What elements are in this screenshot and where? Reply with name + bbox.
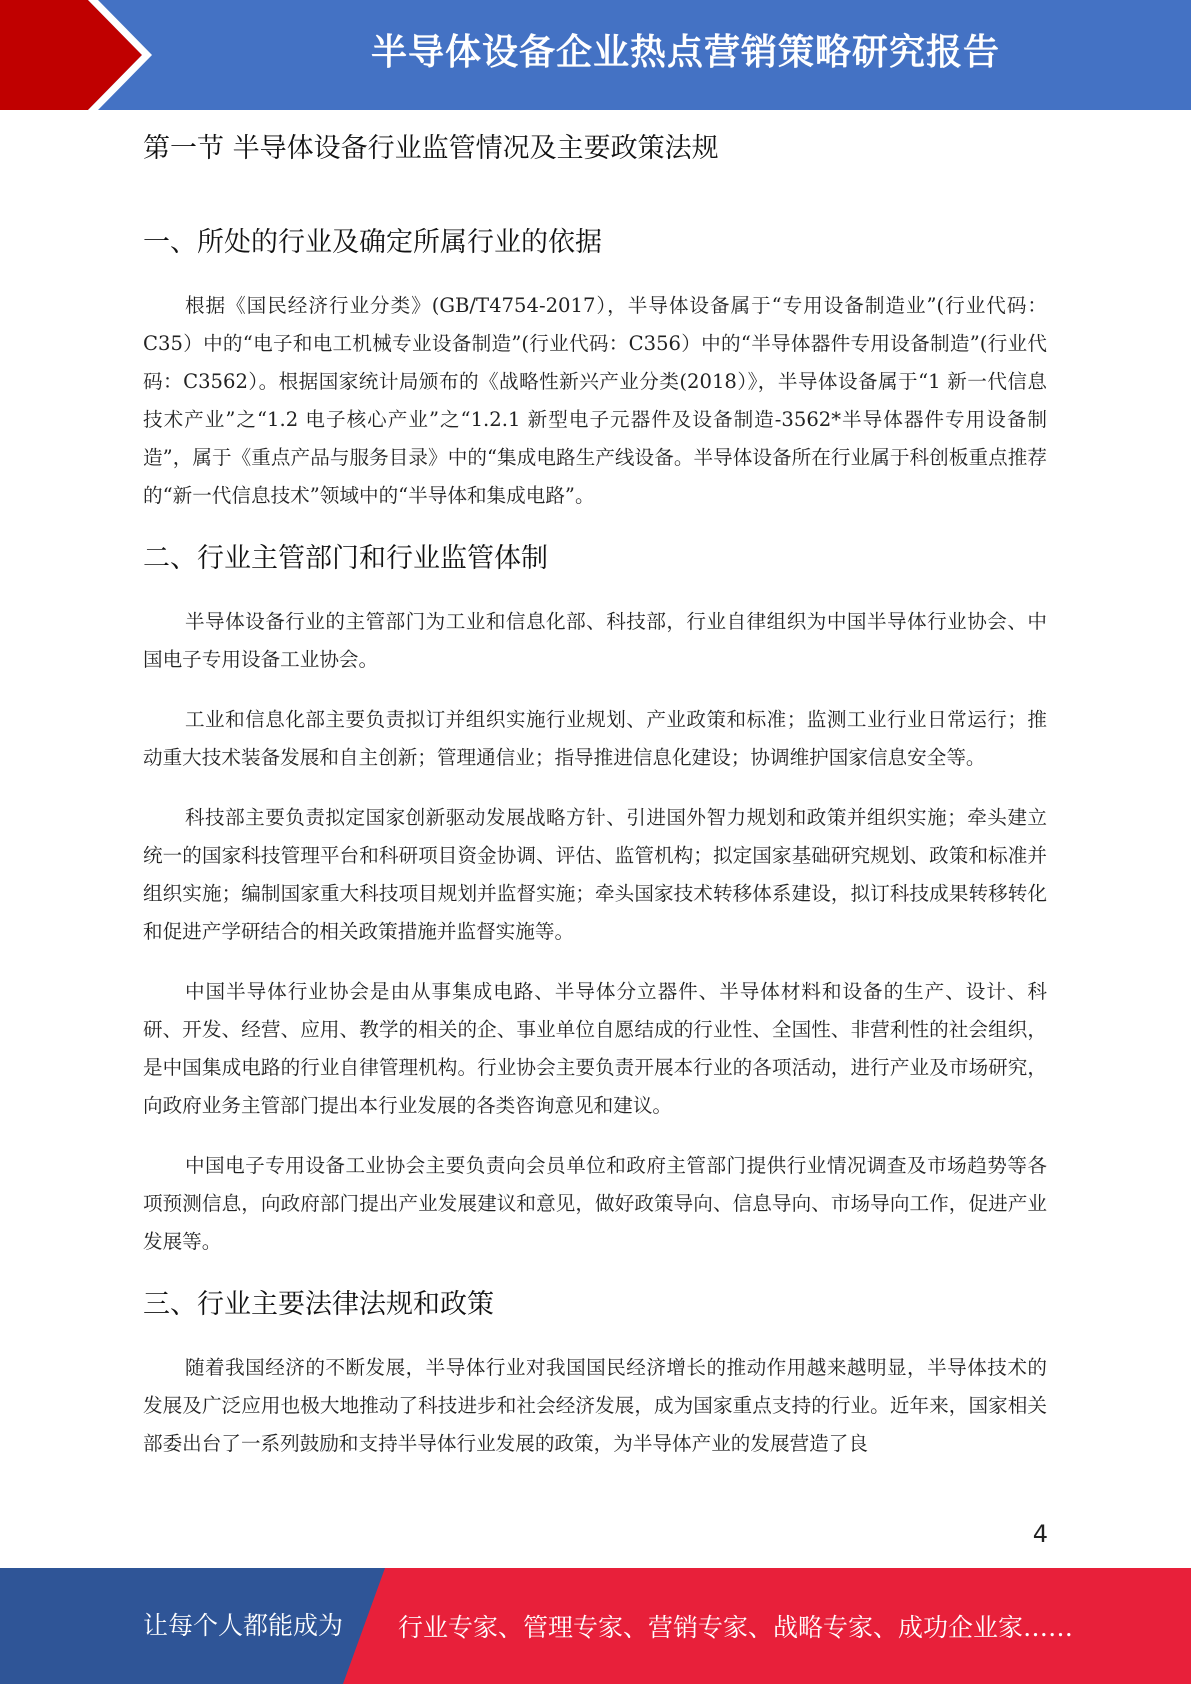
subsection-title: 二、行业主管部门和行业监管体制 xyxy=(143,543,548,574)
subsection-3 xyxy=(143,1283,1047,1463)
subsection-title: 一、所处的行业及确定所属行业的依据 xyxy=(143,227,602,258)
page-number: 4 xyxy=(1032,1520,1048,1548)
footer-slogan-left: 让每个人都能成为 xyxy=(143,1611,344,1640)
paragraph: 随着我国经济的不断发展，半导体行业对我国国民经济增长的推动作用越来越明显，半导体技术的发展及广泛应用也极大地推动了科技进步和社会经济发展，成为国家重点支持的行业。近年来，国家相关部委出台了一系列鼓励和支持半导体行业发展的政策，为半导体产业的发展营造了良 xyxy=(143,1356,1047,1455)
subsection-2 xyxy=(143,537,1047,1261)
header-arrow-decoration xyxy=(0,0,160,110)
subsection-1 xyxy=(143,221,1047,515)
footer-banner xyxy=(0,1568,1191,1684)
section-title: 第一节 半导体设备行业监管情况及主要政策法规 xyxy=(143,133,719,164)
header-banner xyxy=(0,0,1191,110)
paragraph: 科技部主要负责拟定国家创新驱动发展战略方针、引进国外智力规划和政策并组织实施；牵头建立统一的国家科技管理平台和科研项目资金协调、评估、监管机构；拟定国家基础研究规划、政策和标准并组织实施；编制国家重大科技项目规划并监督实施；牵头国家技术转移体系建设，拟订科技成果转移转化和促进产学研结合的相关政策措施并监督实施等。 xyxy=(143,806,1047,943)
paragraph: 根据《国民经济行业分类》(GB/T4754-2017），半导体设备属于“专用设备制造业”(行业代码：C35）中的“电子和电工机械专业设备制造”(行业代码：C356）中的“半导体器件专用设备制造”(行业代码：C3562）。根据国家统计局颁布的《战略性新兴产业分类(2018）》，半导体设备属于“1 新一代信息技术产业”之“1.2 电子核心产业”之“1.2.1 新型电子元器件及设备制造-3562*半导体器件专用设备制造”，属于《重点产品与服务目录》中的“集成电路生产线设备。半导体设备所在行业属于科创板重点推荐的“新一代信息技术”领域中的“半导体和集成电路”。 xyxy=(143,294,1047,507)
document-body xyxy=(143,125,1047,1485)
footer-slogan-right: 行业专家、管理专家、营销专家、战略专家、成功企业家…… xyxy=(398,1613,1074,1642)
paragraph: 中国电子专用设备工业协会主要负责向会员单位和政府主管部门提供行业情况调查及市场趋势等各项预测信息，向政府部门提出产业发展建议和意见，做好政策导向、信息导向、市场导向工作，促进产业发展等。 xyxy=(143,1154,1047,1253)
paragraph: 半导体设备行业的主管部门为工业和信息化部、科技部，行业自律组织为中国半导体行业协会、中国电子专用设备工业协会。 xyxy=(143,610,1047,671)
paragraph: 工业和信息化部主要负责拟订并组织实施行业规划、产业政策和标准；监测工业行业日常运行；推动重大技术装备发展和自主创新；管理通信业；指导推进信息化建设；协调维护国家信息安全等。 xyxy=(143,708,1047,769)
paragraph: 中国半导体行业协会是由从事集成电路、半导体分立器件、半导体材料和设备的生产、设计、科研、开发、经营、应用、教学的相关的企、事业单位自愿结成的行业性、全国性、非营利性的社会组织，是中国集成电路的行业自律管理机构。行业协会主要负责开展本行业的各项活动，进行产业及市场研究，向政府业务主管部门提出本行业发展的各类咨询意见和建议。 xyxy=(143,980,1047,1117)
report-title: 半导体设备企业热点营销策略研究报告 xyxy=(370,32,1000,73)
subsection-title: 三、行业主要法律法规和政策 xyxy=(143,1289,494,1320)
